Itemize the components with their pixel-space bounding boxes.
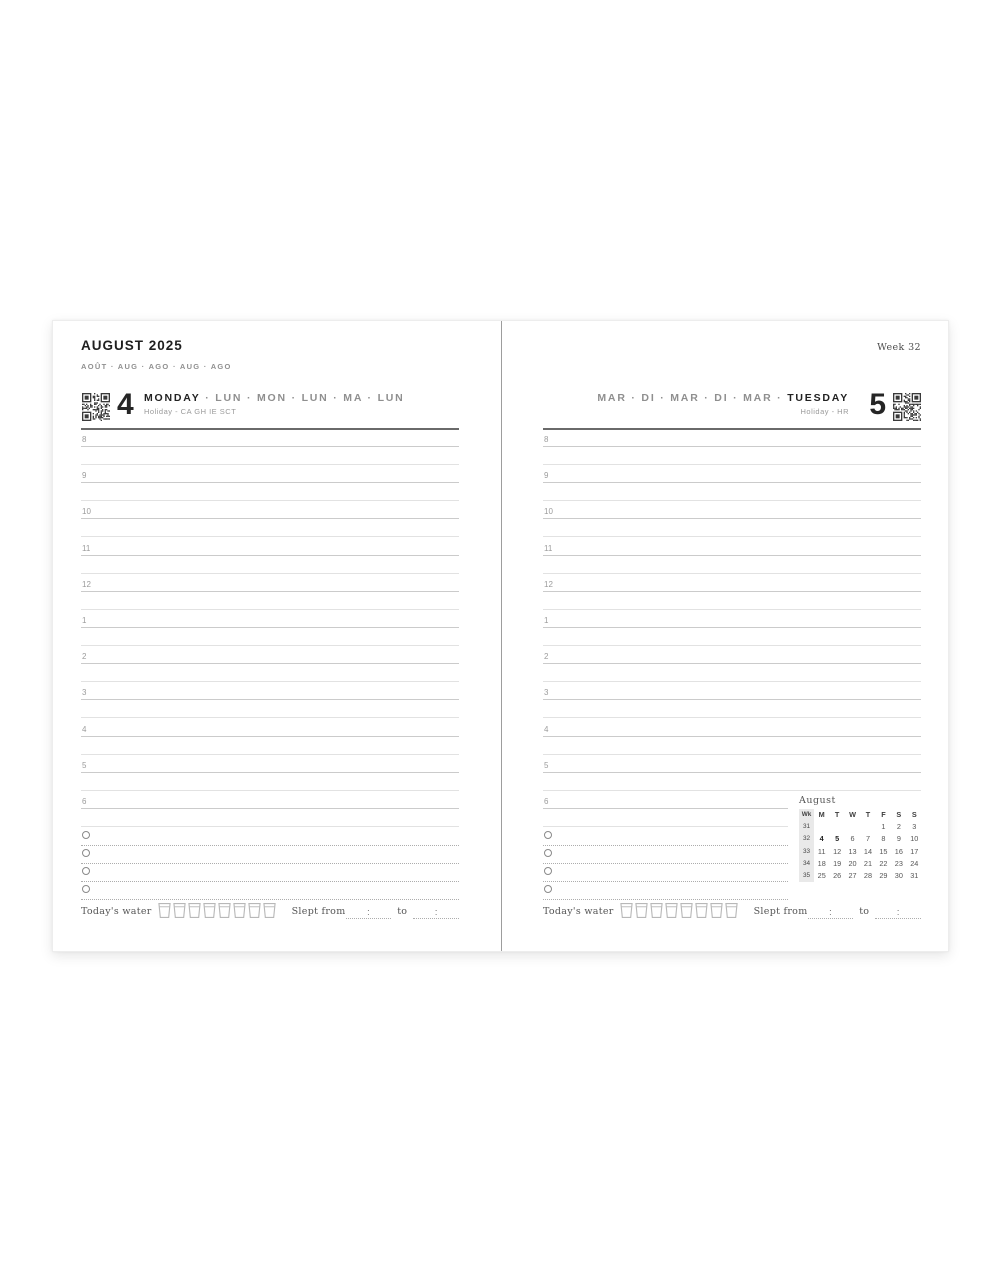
hour-line xyxy=(81,446,459,447)
minical-day: 17 xyxy=(910,846,919,856)
day-name-translations: MAR · DI · MAR · DI · MAR · xyxy=(597,392,788,404)
planner-spread xyxy=(52,320,949,952)
minical-day: 9 xyxy=(896,834,901,844)
minical-day: 5 xyxy=(835,834,840,844)
hour-line xyxy=(543,699,921,700)
minical-day: 27 xyxy=(848,870,857,880)
sleep-to-field: : xyxy=(413,907,459,919)
day-name-primary: MONDAY xyxy=(144,392,201,404)
minical-week-header: Wk xyxy=(799,809,814,821)
minical-day: 7 xyxy=(865,834,871,844)
minical-day-header: F xyxy=(881,810,886,819)
day-names-block xyxy=(144,392,405,416)
hour-label: 9 xyxy=(82,471,87,481)
todo-checkbox-circle xyxy=(82,867,90,875)
hour-line xyxy=(81,736,459,737)
minical-day: 28 xyxy=(863,870,873,880)
hour-row xyxy=(543,616,921,652)
hour-line xyxy=(543,591,921,592)
hour-row xyxy=(543,507,921,543)
minical-day: 22 xyxy=(879,858,888,868)
hour-label: 9 xyxy=(544,471,549,481)
day-number: 5 xyxy=(869,388,885,421)
half-hour-line xyxy=(81,790,459,791)
todo-row xyxy=(81,864,459,882)
water-cup-icon xyxy=(710,902,723,919)
minical-day: 29 xyxy=(879,870,888,880)
hour-row xyxy=(81,688,459,724)
minical-day-header: M xyxy=(818,810,825,819)
day-names xyxy=(597,392,849,404)
minical-week-number: 35 xyxy=(799,870,814,882)
minical-week-number: 34 xyxy=(799,858,814,870)
half-hour-line xyxy=(543,681,921,682)
mini-calendar-grid xyxy=(799,809,922,882)
hour-label: 11 xyxy=(82,543,91,553)
todo-checkbox-circle xyxy=(82,885,90,893)
hour-label: 5 xyxy=(544,760,549,770)
hour-line xyxy=(543,555,921,556)
hour-line xyxy=(543,627,921,628)
hour-row xyxy=(81,471,459,507)
hour-row xyxy=(81,507,459,543)
minical-day: 30 xyxy=(894,870,903,880)
sleep-to-label: to xyxy=(397,906,408,917)
hour-line xyxy=(543,482,921,483)
todo-checkbox-circle xyxy=(544,867,552,875)
hour-row xyxy=(543,471,921,507)
hour-row xyxy=(543,580,921,616)
minical-day xyxy=(860,821,875,833)
minical-week-number: 31 xyxy=(799,821,814,833)
sleep-tracker xyxy=(292,906,459,919)
hour-row xyxy=(81,544,459,580)
hour-grid xyxy=(543,435,921,833)
hour-label: 6 xyxy=(82,796,87,806)
half-hour-line xyxy=(543,717,921,718)
hour-label: 10 xyxy=(82,507,91,517)
water-sleep-row xyxy=(543,902,921,919)
hour-row xyxy=(543,652,921,688)
minical-day-header: S xyxy=(911,810,917,819)
water-cup-icon xyxy=(695,902,708,919)
half-hour-line xyxy=(81,464,459,465)
half-hour-line xyxy=(81,609,459,610)
left-page xyxy=(81,321,459,951)
right-day-header xyxy=(543,388,921,431)
qr-code-icon xyxy=(82,393,110,421)
hour-line xyxy=(543,736,921,737)
minical-day: 19 xyxy=(833,858,842,868)
hour-row xyxy=(543,761,921,797)
hour-label: 6 xyxy=(544,796,549,806)
hour-row xyxy=(81,580,459,616)
hour-grid xyxy=(81,435,459,833)
half-hour-line xyxy=(543,790,921,791)
hour-label: 3 xyxy=(82,688,87,698)
hour-row xyxy=(81,652,459,688)
left-day-header xyxy=(81,388,459,431)
half-hour-line xyxy=(543,500,921,501)
minical-week-number: 33 xyxy=(799,846,814,858)
water-cup-icon xyxy=(188,902,201,919)
hour-row xyxy=(81,761,459,797)
sleep-to-label: to xyxy=(859,906,870,917)
hour-label: 12 xyxy=(82,579,91,589)
minical-week-number: 32 xyxy=(799,833,814,845)
hour-line xyxy=(81,772,459,773)
hour-row xyxy=(543,688,921,724)
hour-row xyxy=(543,725,921,761)
hour-label: 4 xyxy=(82,724,87,734)
qr-code-icon xyxy=(893,393,921,421)
water-cup-icon xyxy=(635,902,648,919)
holiday-note: Holiday - CA GH IE SCT xyxy=(144,407,237,416)
water-cup-icon xyxy=(263,902,276,919)
hour-label: 4 xyxy=(544,724,549,734)
todo-row xyxy=(81,846,459,864)
water-cup-icon xyxy=(725,902,738,919)
half-hour-line xyxy=(543,754,921,755)
half-hour-line xyxy=(81,754,459,755)
mini-calendar-title: August xyxy=(799,795,836,806)
water-cup-icon xyxy=(665,902,678,919)
water-label: Today's water xyxy=(81,906,152,917)
hour-label: 2 xyxy=(544,652,549,662)
half-hour-line xyxy=(543,609,921,610)
day-number: 4 xyxy=(117,388,133,421)
half-hour-line xyxy=(543,464,921,465)
minical-day xyxy=(845,821,860,833)
minical-day: 8 xyxy=(881,834,886,844)
hour-line xyxy=(81,663,459,664)
minical-day: 15 xyxy=(879,846,888,856)
minical-day-header: T xyxy=(865,810,871,819)
minical-day-header: S xyxy=(896,810,902,819)
minical-day: 31 xyxy=(910,870,919,880)
minical-day-header: W xyxy=(849,810,856,819)
todo-checkbox-circle xyxy=(82,831,90,839)
hour-label: 2 xyxy=(82,652,87,662)
hour-row xyxy=(543,544,921,580)
half-hour-line xyxy=(543,645,921,646)
hour-line xyxy=(81,518,459,519)
todo-row xyxy=(81,882,459,900)
hour-label: 1 xyxy=(82,615,87,625)
hour-line xyxy=(81,591,459,592)
water-cup-icon xyxy=(173,902,186,919)
minical-day: 13 xyxy=(848,846,857,856)
day-name-primary: TUESDAY xyxy=(787,392,849,404)
water-cup-icon xyxy=(620,902,633,919)
minical-day: 3 xyxy=(912,822,917,832)
month-subtitle: AOÛT · AUG · AGO · AUG · AGO xyxy=(81,362,232,371)
half-hour-line xyxy=(81,826,459,827)
mini-calendar xyxy=(799,795,922,882)
day-name-translations: · LUN · MON · LUN · MA · LUN xyxy=(200,392,405,404)
header-rule xyxy=(543,428,921,430)
hour-label: 3 xyxy=(544,688,549,698)
sleep-from-field: : xyxy=(346,907,392,919)
hour-label: 12 xyxy=(544,579,553,589)
hour-row xyxy=(543,435,921,471)
minical-day: 23 xyxy=(894,858,903,868)
water-cup-icon xyxy=(158,902,171,919)
hour-line xyxy=(81,699,459,700)
water-cup-icon xyxy=(248,902,261,919)
water-cup-icon xyxy=(680,902,693,919)
day-names xyxy=(144,392,405,404)
half-hour-line xyxy=(543,536,921,537)
day-names-block xyxy=(597,392,849,416)
half-hour-line xyxy=(81,681,459,682)
todo-row xyxy=(81,828,459,846)
minical-day: 1 xyxy=(881,822,886,832)
half-hour-line xyxy=(81,645,459,646)
water-cup-icon xyxy=(203,902,216,919)
hour-line xyxy=(543,663,921,664)
todo-checkbox-circle xyxy=(82,849,90,857)
water-cup-icon xyxy=(650,902,663,919)
sleep-label: Slept from xyxy=(291,906,346,917)
hour-label: 8 xyxy=(82,435,87,444)
sleep-label: Slept from xyxy=(753,906,808,917)
minical-day xyxy=(829,821,844,833)
hour-line xyxy=(543,808,788,809)
minical-day: 25 xyxy=(817,870,826,880)
minical-day xyxy=(814,821,829,833)
todo-checkbox-circle xyxy=(544,885,552,893)
half-hour-line xyxy=(543,826,788,827)
hour-line xyxy=(81,627,459,628)
minical-day: 12 xyxy=(833,846,842,856)
minical-day: 24 xyxy=(910,858,919,868)
minical-day-header: T xyxy=(834,810,840,819)
minical-day: 20 xyxy=(848,858,857,868)
sleep-tracker xyxy=(754,906,921,919)
minical-day: 10 xyxy=(910,834,919,844)
half-hour-line xyxy=(81,536,459,537)
header-rule xyxy=(81,428,459,430)
hour-line xyxy=(543,772,921,773)
water-cups xyxy=(620,902,738,919)
minical-day: 6 xyxy=(850,834,855,844)
water-cup-icon xyxy=(233,902,246,919)
half-hour-line xyxy=(81,717,459,718)
hour-line xyxy=(543,446,921,447)
hour-row xyxy=(81,435,459,471)
minical-day: 11 xyxy=(817,846,826,856)
todo-list xyxy=(81,828,459,900)
hour-label: 1 xyxy=(544,615,549,625)
water-sleep-row xyxy=(81,902,459,919)
minical-day: 2 xyxy=(896,822,901,832)
minical-day: 26 xyxy=(833,870,842,880)
page-fold xyxy=(501,321,502,951)
hour-label: 5 xyxy=(82,760,87,770)
todo-row xyxy=(543,882,921,900)
hour-line xyxy=(81,808,459,809)
hour-row xyxy=(81,725,459,761)
minical-day: 4 xyxy=(819,834,824,844)
sleep-from-field: : xyxy=(808,907,854,919)
minical-day: 21 xyxy=(863,858,873,868)
todo-checkbox-circle xyxy=(544,831,552,839)
sleep-to-field: : xyxy=(875,907,921,919)
water-cup-icon xyxy=(218,902,231,919)
hour-label: 8 xyxy=(544,435,549,444)
half-hour-line xyxy=(81,573,459,574)
hour-line xyxy=(81,555,459,556)
todo-writing-line xyxy=(81,899,459,900)
half-hour-line xyxy=(543,573,921,574)
hour-label: 11 xyxy=(544,543,553,553)
week-label: Week 32 xyxy=(877,342,921,353)
minical-day: 18 xyxy=(817,858,826,868)
hour-label: 10 xyxy=(544,507,553,517)
right-page xyxy=(543,321,921,951)
water-cups xyxy=(158,902,276,919)
todo-checkbox-circle xyxy=(544,849,552,857)
todo-writing-line xyxy=(543,899,788,900)
hour-line xyxy=(543,518,921,519)
water-label: Today's water xyxy=(543,906,614,917)
month-title: AUGUST 2025 xyxy=(81,338,183,353)
half-hour-line xyxy=(81,500,459,501)
minical-day: 16 xyxy=(894,846,903,856)
minical-day: 14 xyxy=(863,846,873,856)
hour-line xyxy=(81,482,459,483)
holiday-note: Holiday - HR xyxy=(800,407,849,416)
hour-row xyxy=(81,616,459,652)
